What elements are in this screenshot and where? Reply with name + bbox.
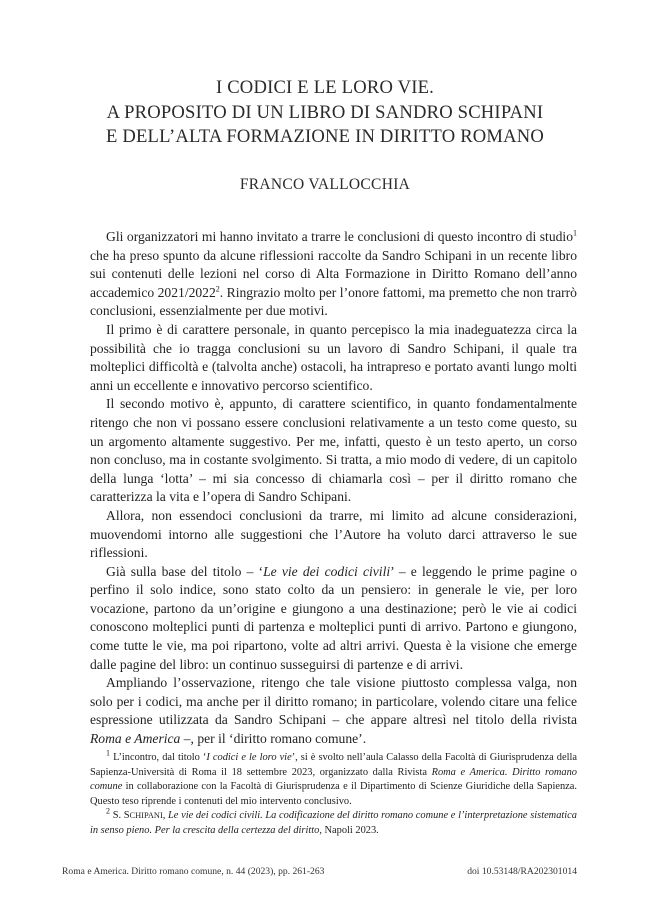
paragraph-1-text-c: . Ringrazio molto per l’onore fattomi, ma premetto che non trarrò conclusioni, essenzialmente per due motivi. [90,284,577,319]
page-footer [62,866,577,877]
paragraph-3: Il secondo motivo è, appunto, di carattere scientifico, in quanto fondamentalmente ritengo che non vi possano essere conclusioni relativamente a un testo come questo, su un argomento altamente suggestivo. Per me, infatti, questo è un testo aperto, un corso non concluso, ma in costante svolgimento. Si tratta, a mio modo di vedere, di un capitolo della lunga ‘lotta’ – mi sia concesso di chiamarla così – per il diritto romano che caratterizza la vita e l’opera di Sandro Schipani. [90,396,577,505]
footnote-2-text-b: , [162,810,169,821]
footnote-1-number: 1 [106,748,110,758]
paragraph-1-text-a: Gli organizzatori mi hanno invitato a trarre le conclusioni di questo incontro di studio [106,229,573,244]
paragraph-6-text-a: Ampliando l’osservazione, ritengo che tale visione piuttosto complessa valga, non solo per i codici, ma anche per il diritto romano; in particolare, volendo citare una felice espressione utilizzata da Sandro Schipani – che appare altresì nel titolo della rivista [90,675,577,728]
footer-citation: Roma e America. Diritto romano comune, n. 44 (2023), pp. 261-263 [62,866,325,877]
footnote-ref-1[interactable]: 1 [573,228,577,238]
footer-doi: doi 10.53148/RA202301014 [467,866,577,877]
cited-title: Le vie dei codici civili [263,563,391,579]
paragraph-5 [90,563,577,675]
paragraph-6 [90,674,577,748]
paragraph-5-text-a: Già sulla base del titolo – ‘ [106,563,264,579]
article-author: FRANCO VALLOCCHIA [239,176,411,193]
footnote-2-text-c: , Napoli 2023. [319,824,379,836]
footnote-2 [90,806,577,838]
footnote-1-text-c: in collaborazione con la Facoltà di Giurisprudenza e il Dipartimento di Scienze Giuridiche della Sapienza. Questo teso riprende i contenuti del mio intervento conclusivo. [90,781,577,807]
footnote-2-italic: Le vie dei codici civili. La codificazione del diritto romano comune e l’interpretazione sistematica in senso pieno. Per la crescita della certezza del diritto [90,810,577,836]
journal-title: Roma e America [90,731,181,747]
footnote-1-italic-2: Roma e America. Diritto romano comune [90,766,577,792]
paragraph-6-text-b: –, per il ‘diritto romano comune’. [180,731,367,747]
article-body [90,228,577,749]
footnote-1 [90,748,577,809]
title-line-1: I CODICI E LE LORO VIE. [215,77,435,98]
footnote-2-number: 2 [106,806,110,816]
paragraph-2: Il primo è di carattere personale, in quanto percepisco la mia inadeguatezza circa la possibilità che io tragga conclusioni su un lavoro di Sandro Schipani, il quale tra molteplici difficoltà e (talvolta anche) ostacoli, ha intrapreso e portato avanti lungo molti anni un eccellente e innovativo percorso scientifico. [90,321,577,393]
footnote-ref-2[interactable]: 2 [215,284,220,294]
title-line-3: E DELL’ALTA FORMAZIONE IN DIRITTO ROMANO [105,126,545,147]
footnote-1-text-a: L’incontro, dal titolo ‘ [113,752,207,763]
footnote-2-text-a: S. S [112,810,130,821]
article-title [60,76,590,150]
paragraph-1-text-b: che ha preso spunto da alcune riflessioni raccolte da Sandro Schipani in un recente libro sui contenuti delle lezioni nel corso di Alta Formazione in Diritto Romano dell’anno accademico 2021/2022 [90,247,577,300]
title-line-2: A PROPOSITO DI UN LIBRO DI SANDRO SCHIPANI [106,101,544,123]
paragraph-4: Allora, non essendoci conclusioni da trarre, mi limito ad alcune considerazioni, muovendomi intorno alle suggestioni che l’Autore ha voluto darci attraverso le sue riflessioni. [90,507,577,561]
footnote-1-italic-1: I codici e le loro vie [206,752,292,763]
paragraph-5-text-b: ’ – e leggendo le prime pagine o perfino il solo indice, sono stato colto da un pensiero: in generale le vie, per loro vocazione, partono da un’origine e giungono a una destinazione; però le vie ai codici conoscono molteplici punti di partenza e molteplici punti di arrivo. Partono e giungono, come tutte le vie, ma poi ripartono, volte ad altri arrivi. Questa è la visione che emerge dalle pagine del libro: un continuo susseguirsi di partenze e di arrivi. [90,563,578,672]
footnote-1-text-b: ’, si è svolto nell’aula Calasso della Facoltà di Giurisprudenza della Sapienza-Università di Roma il 18 settembre 2023, organizzato dalla Rivista [90,752,577,778]
footnote-2-smallcaps: CHIPANI [129,811,163,820]
footnotes [90,748,577,838]
paragraph-1 [90,228,577,321]
